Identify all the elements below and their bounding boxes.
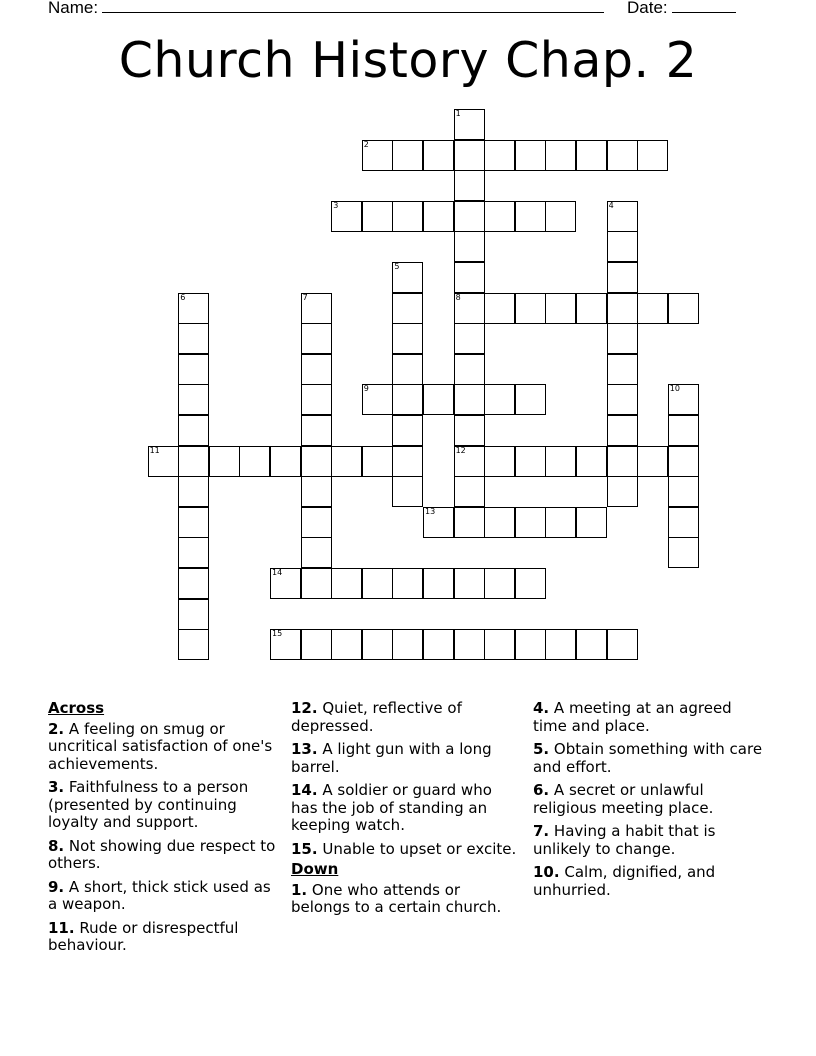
grid-cell[interactable]	[607, 262, 638, 293]
grid-cell[interactable]	[178, 415, 209, 446]
grid-cell[interactable]	[362, 568, 393, 599]
grid-cell[interactable]	[484, 568, 515, 599]
clue-down-10: 10. Calm, dignified, and unhurried.	[533, 863, 716, 899]
grid-cell[interactable]	[301, 476, 332, 507]
grid-cell[interactable]	[637, 293, 668, 324]
grid-cell[interactable]	[301, 293, 332, 324]
grid-cell[interactable]	[392, 262, 423, 293]
clue-number: 7	[302, 292, 308, 302]
grid-cell[interactable]	[392, 140, 423, 171]
grid-cell[interactable]	[607, 476, 638, 507]
clue-across-2: 2. A feeling on smug or uncritical satisfaction of one's achievements.	[48, 719, 273, 773]
grid-cell[interactable]	[545, 446, 576, 477]
grid-cell[interactable]	[331, 629, 362, 660]
grid-cell[interactable]	[392, 201, 423, 232]
grid-cell[interactable]	[484, 293, 515, 324]
grid-cell[interactable]	[178, 354, 209, 385]
grid-cell[interactable]	[301, 537, 332, 568]
clue-number: 14	[272, 568, 283, 577]
grid-cell[interactable]	[515, 140, 546, 171]
clue-number: 6	[180, 292, 186, 302]
grid-cell[interactable]	[362, 140, 393, 171]
grid-cell[interactable]	[178, 293, 209, 324]
grid-cell[interactable]	[454, 354, 485, 385]
grid-cell[interactable]	[484, 507, 515, 538]
grid-cell[interactable]	[301, 384, 332, 415]
grid-cell[interactable]	[607, 140, 638, 171]
clue-number: 5	[394, 262, 400, 271]
clue-number: 10	[669, 384, 680, 394]
clue-number: 4	[608, 200, 614, 210]
grid-cell[interactable]	[454, 140, 485, 171]
grid-cell[interactable]	[545, 293, 576, 324]
grid-cell[interactable]	[607, 323, 638, 354]
clue-number: 3	[333, 200, 339, 210]
page-title: Church History Chap. 2	[118, 32, 698, 89]
grid-cell[interactable]	[178, 507, 209, 538]
grid-cell[interactable]	[392, 568, 423, 599]
grid-cell[interactable]	[607, 231, 638, 262]
clue-across-14: 14. A soldier or guard who has the job of standing an keeping watch.	[291, 781, 492, 834]
grid-cell[interactable]	[545, 507, 576, 538]
grid-cell[interactable]	[301, 629, 332, 660]
grid-cell[interactable]	[607, 384, 638, 415]
clue-number: 15	[272, 629, 283, 639]
grid-cell[interactable]	[209, 446, 240, 477]
grid-cell[interactable]	[178, 599, 209, 630]
grid-cell[interactable]	[362, 446, 393, 477]
clue-down-6: 6. A secret or unlawful religious meeting place.	[533, 781, 714, 817]
grid-cell[interactable]	[454, 109, 485, 140]
grid-cell[interactable]	[454, 262, 485, 293]
clue-number: 12	[455, 445, 466, 455]
grid-cell[interactable]	[423, 201, 454, 232]
grid-cell[interactable]	[178, 629, 209, 660]
grid-cell[interactable]	[454, 629, 485, 660]
grid-cell[interactable]	[423, 384, 454, 415]
grid-cell[interactable]	[668, 384, 699, 415]
grid-cell[interactable]	[484, 201, 515, 232]
clue-down-5: 5. Obtain something with care and effort.	[533, 740, 763, 776]
clue-number: 1	[455, 109, 461, 118]
grid-cell[interactable]	[392, 629, 423, 660]
clue-across-15: 15. Unable to upset or excite.	[291, 839, 517, 858]
grid-cell[interactable]	[178, 537, 209, 568]
grid-cell[interactable]	[484, 446, 515, 477]
grid-cell[interactable]	[301, 415, 332, 446]
grid-cell[interactable]	[454, 293, 485, 324]
grid-cell[interactable]	[301, 568, 332, 599]
grid-cell[interactable]	[515, 201, 546, 232]
grid-cell[interactable]	[178, 568, 209, 599]
down-heading: Down	[291, 860, 339, 878]
clue-number: 9	[363, 384, 369, 394]
grid-cell[interactable]	[392, 323, 423, 354]
clue-across-13: 13. A light gun with a long barrel.	[291, 740, 492, 776]
grid-cell[interactable]	[454, 323, 485, 354]
grid-cell[interactable]	[637, 446, 668, 477]
grid-cell[interactable]	[668, 476, 699, 507]
grid-cell[interactable]	[362, 384, 393, 415]
grid-cell[interactable]	[576, 140, 607, 171]
grid-cell[interactable]	[301, 446, 332, 477]
grid-cell[interactable]	[484, 384, 515, 415]
grid-cell[interactable]	[362, 629, 393, 660]
grid-cell[interactable]	[454, 170, 485, 201]
grid-cell[interactable]	[515, 507, 546, 538]
grid-cell[interactable]	[545, 140, 576, 171]
grid-cell[interactable]	[392, 476, 423, 507]
clue-column-3	[533, 700, 765, 905]
clue-number: 8	[455, 292, 461, 302]
grid-cell[interactable]	[515, 568, 546, 599]
grid-cell[interactable]	[637, 140, 668, 171]
clue-column-1	[48, 700, 280, 961]
across-heading: Across	[48, 699, 105, 717]
grid-cell[interactable]	[576, 507, 607, 538]
clue-across-12: 12. Quiet, reflective of depressed.	[291, 699, 462, 735]
clue-down-4: 4. A meeting at an agreed time and place.	[533, 699, 732, 735]
clue-across-11: 11. Rude or disrespectful behaviour.	[48, 918, 239, 954]
grid-cell[interactable]	[301, 323, 332, 354]
grid-cell[interactable]	[607, 629, 638, 660]
name-label: Name:	[48, 0, 99, 17]
grid-cell[interactable]	[576, 446, 607, 477]
grid-cell[interactable]	[545, 201, 576, 232]
grid-cell[interactable]	[607, 293, 638, 324]
grid-cell[interactable]	[668, 415, 699, 446]
clue-column-2	[291, 700, 523, 923]
grid-cell[interactable]	[178, 323, 209, 354]
clue-across-8: 8. Not showing due respect to others.	[48, 836, 276, 872]
grid-cell[interactable]	[515, 293, 546, 324]
grid-cell[interactable]	[423, 568, 454, 599]
grid-cell[interactable]	[668, 446, 699, 477]
grid-cell[interactable]	[362, 201, 393, 232]
grid-cell[interactable]	[392, 354, 423, 385]
grid-cell[interactable]	[454, 507, 485, 538]
grid-cell[interactable]	[270, 629, 301, 660]
clue-across-3: 3. Faithfulness to a person (presented by continuing loyalty and support.	[48, 778, 249, 831]
grid-cell[interactable]	[423, 507, 454, 538]
grid-cell[interactable]	[301, 507, 332, 538]
grid-cell[interactable]	[484, 140, 515, 171]
grid-cell[interactable]	[423, 629, 454, 660]
grid-cell[interactable]	[576, 629, 607, 660]
date-label: Date:	[627, 0, 668, 17]
grid-cell[interactable]	[515, 446, 546, 477]
clue-number: 2	[363, 139, 369, 149]
grid-cell[interactable]	[454, 476, 485, 507]
grid-cell[interactable]	[515, 384, 546, 415]
grid-cell[interactable]	[576, 293, 607, 324]
grid-cell[interactable]	[668, 507, 699, 538]
clue-number: 11	[149, 445, 160, 455]
grid-cell[interactable]	[270, 568, 301, 599]
grid-cell[interactable]	[607, 415, 638, 446]
grid-cell[interactable]	[454, 384, 485, 415]
grid-cell[interactable]	[484, 629, 515, 660]
grid-cell[interactable]	[392, 446, 423, 477]
grid-cell[interactable]	[423, 140, 454, 171]
grid-cell[interactable]	[454, 201, 485, 232]
grid-cell[interactable]	[178, 384, 209, 415]
grid-cell[interactable]	[178, 476, 209, 507]
clue-down-1: 1. One who attends or belongs to a certain church.	[291, 880, 502, 916]
grid-cell[interactable]	[392, 384, 423, 415]
grid-cell[interactable]	[454, 231, 485, 262]
grid-cell[interactable]	[515, 629, 546, 660]
grid-cell[interactable]	[178, 446, 209, 477]
grid-cell[interactable]	[392, 293, 423, 324]
grid-cell[interactable]	[148, 446, 179, 477]
grid-cell[interactable]	[392, 415, 423, 446]
grid-cell[interactable]	[301, 354, 332, 385]
clue-across-9: 9. A short, thick stick used as a weapon.	[48, 877, 271, 913]
grid-cell[interactable]	[331, 446, 362, 477]
grid-cell[interactable]	[668, 293, 699, 324]
grid-cell[interactable]	[331, 201, 362, 232]
grid-cell[interactable]	[668, 537, 699, 568]
grid-cell[interactable]	[607, 354, 638, 385]
grid-cell[interactable]	[454, 568, 485, 599]
grid-cell[interactable]	[270, 446, 301, 477]
grid-cell[interactable]	[331, 568, 362, 599]
grid-cell[interactable]	[607, 201, 638, 232]
clue-down-7: 7. Having a habit that is unlikely to change.	[533, 822, 716, 858]
grid-cell[interactable]	[454, 446, 485, 477]
grid-cell[interactable]	[454, 415, 485, 446]
grid-cell[interactable]	[545, 629, 576, 660]
clue-number: 13	[425, 506, 436, 516]
grid-cell[interactable]	[607, 446, 638, 477]
grid-cell[interactable]	[239, 446, 270, 477]
